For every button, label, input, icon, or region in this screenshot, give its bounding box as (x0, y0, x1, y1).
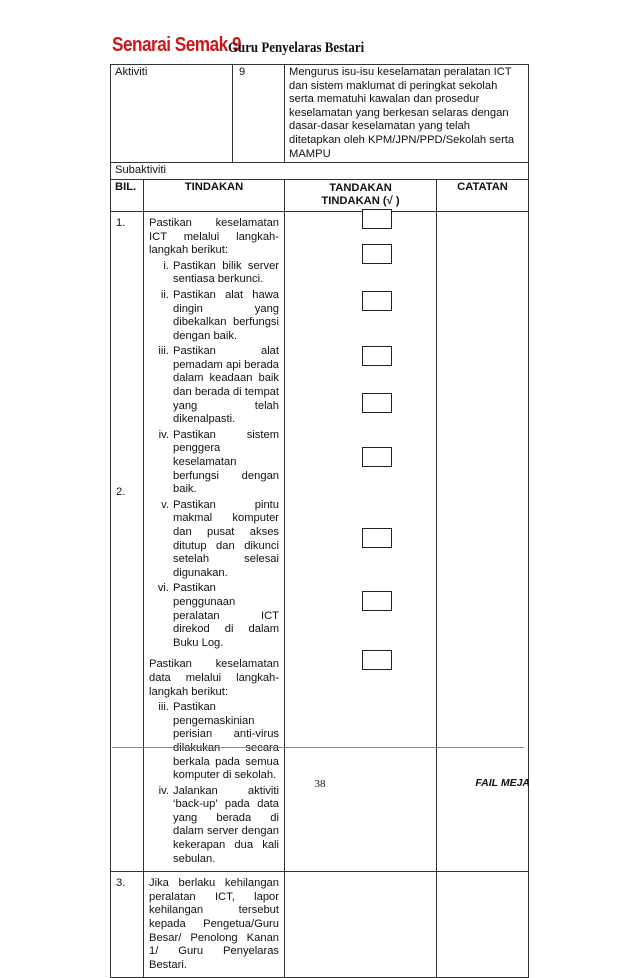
header-catatan: CATATAN (437, 179, 529, 211)
item-text: Jika berlaku kehilangan peralatan ICT, lapor kehilangan tersebut kepada Pengetua/Guru Besar/ Penolong Kanan 1/ Guru Penyelaras Bestari. (144, 872, 285, 978)
sub-item: iv. Jalankan aktiviti ‘back-up’ pada data yang berada di dalam server dengan kekerapan dua kali sebulan. (158, 784, 280, 865)
aktiviti-row (111, 65, 529, 163)
sub-item: vi. Pastikan penggunaan peralatan ICT direkod di dalam Buku Log. (157, 582, 280, 649)
tandakan-cell (285, 211, 437, 871)
header-bil: BIL. (111, 179, 144, 211)
checkbox-3[interactable] (362, 650, 392, 670)
footer-divider (112, 747, 524, 748)
item-num-cell (111, 211, 144, 871)
item-text: Pastikan keselamatan data melalui langkah-langkah berikut: (149, 658, 280, 698)
item-text: Pastikan keselamatan ICT melalui langkah-langkah berikut: (149, 216, 280, 257)
sub-item: ii. Pastikan alat hawa dingin yang dibekalkan berfungsi dengan baik. (160, 288, 280, 342)
item-num: 3. (111, 872, 144, 978)
checkbox-2-iii[interactable] (362, 528, 392, 548)
checkbox-1-iv[interactable] (362, 346, 392, 366)
sub-item: iii. Pastikan pengemaskinian perisian anti-virus dilakukan secara berkala pada semua komputer di sekolah. (158, 701, 280, 782)
subaktiviti-row (111, 163, 529, 180)
checkbox-1-ii[interactable] (362, 244, 392, 264)
aktiviti-num: 9 (233, 65, 285, 163)
header-row (111, 179, 529, 211)
checkbox-2-iv[interactable] (362, 591, 392, 611)
footer-tag: FAIL MEJA (475, 777, 530, 789)
tandakan-cell (285, 872, 437, 978)
catatan-cell (437, 872, 529, 978)
checkbox-1-vi[interactable] (362, 447, 392, 467)
page-number: 38 (314, 778, 326, 790)
sub-item: i. Pastikan bilik server sentiasa berkunci. (163, 259, 280, 286)
checkbox-1-v[interactable] (362, 393, 392, 413)
header-tindakan: TINDAKAN (144, 179, 285, 211)
subaktiviti-label: Subaktiviti (111, 163, 529, 180)
sub-item: iv. Pastikan sistem penggera keselamatan berfungsi dengan baik. (158, 428, 280, 496)
checkbox-1-i[interactable] (362, 209, 392, 229)
item-text-cell (144, 211, 285, 871)
aktiviti-desc: Mengurus isu-isu keselamatan peralatan ICT dan sistem maklumat di peringkat sekolah serta mematuhi kawalan dan prosedur keselamatan yang berkesan selaras dengan dasar-dasar keselamatan yang telah ditetapkan oleh KPM/JPN/PPD/Sekolah serta MAMPU (285, 65, 529, 163)
catatan-cell (437, 211, 529, 871)
item-num: 1. (116, 216, 126, 229)
item-num: 2. (116, 485, 126, 498)
table-row (111, 211, 529, 871)
sub-item: iii. Pastikan alat pemadam api berada dalam keadaan baik dan berada di tempat yang telah dikenalpasti. (158, 345, 280, 426)
header-tandakan: TANDAKAN TINDAKAN (√ ) (285, 179, 437, 211)
checklist-table (110, 64, 529, 978)
page-title (112, 34, 365, 62)
aktiviti-label: Aktiviti (111, 65, 233, 163)
table-row (111, 872, 529, 978)
title-black: Guru Penyelaras Bestari (228, 40, 365, 56)
title-red: Senarai Semak 9 (112, 34, 241, 56)
checkbox-1-iii[interactable] (362, 291, 392, 311)
sub-item: v. Pastikan pintu makmal komputer dan pusat akses ditutup dan dikunci setelah selesai digunakan. (161, 498, 280, 579)
